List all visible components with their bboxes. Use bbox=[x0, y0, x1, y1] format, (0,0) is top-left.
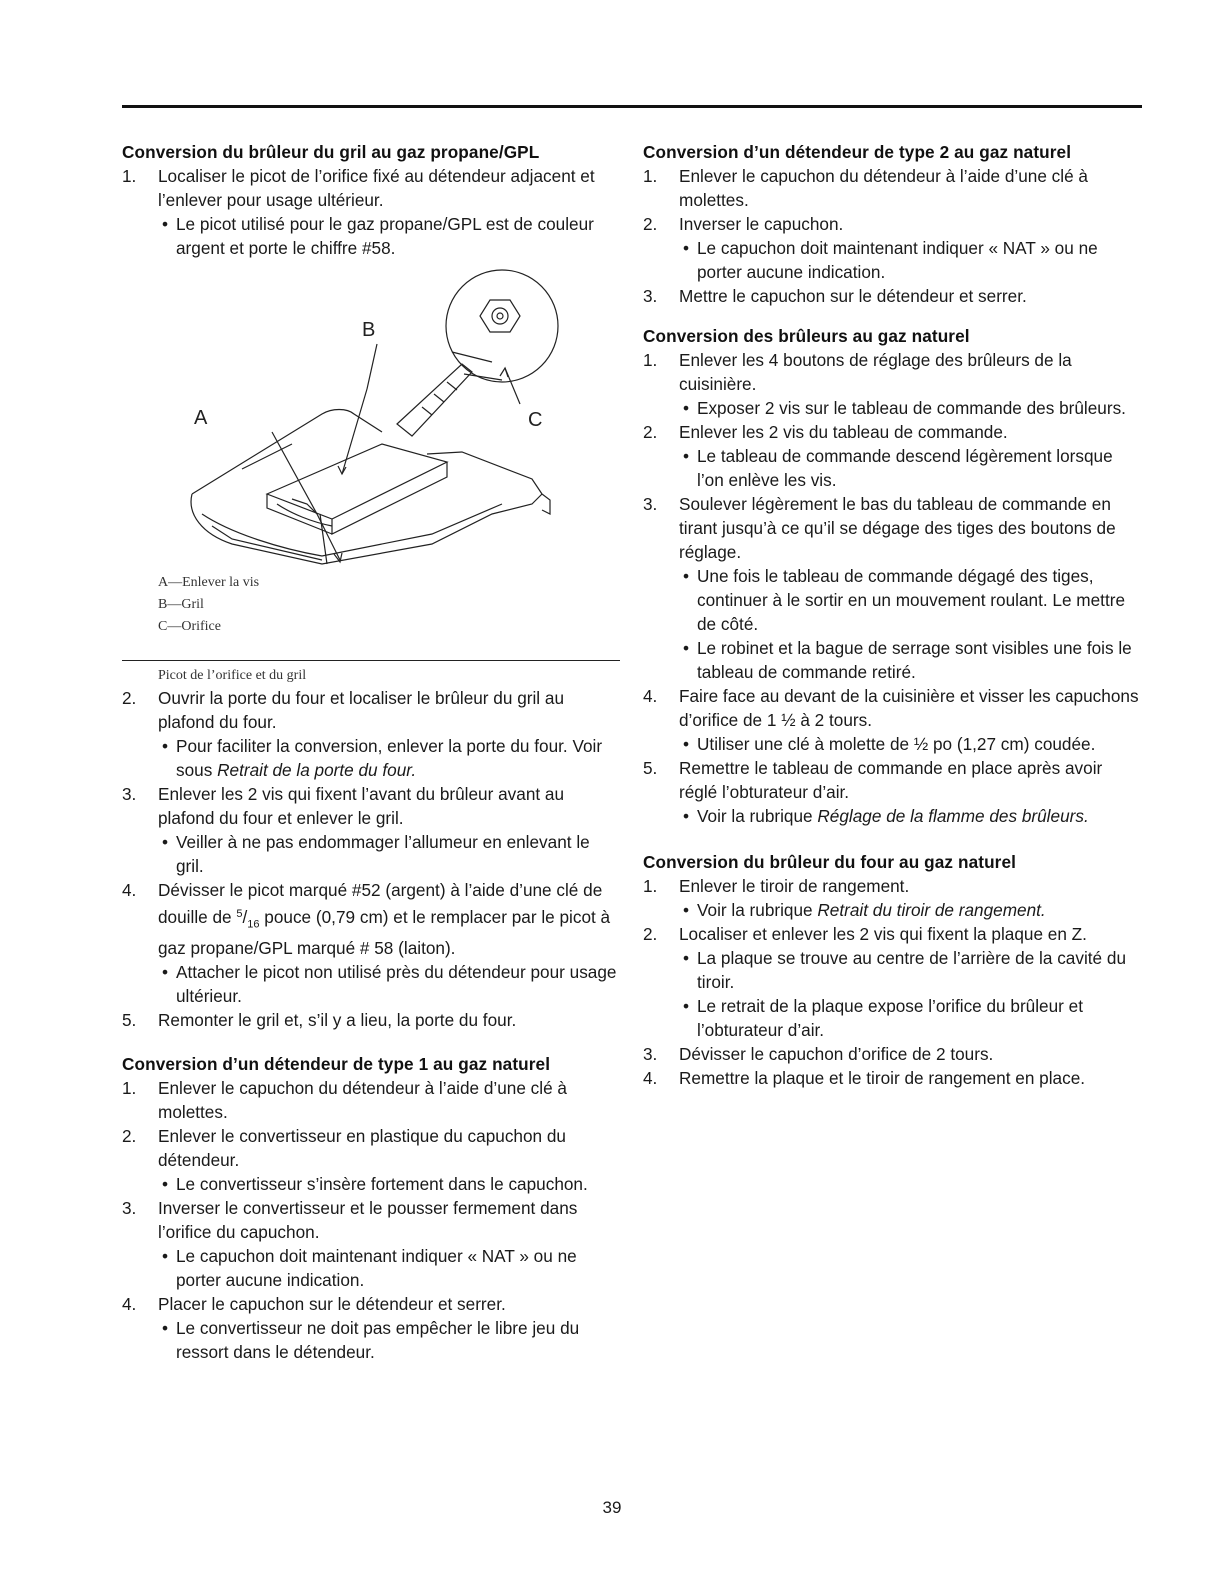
label-b: B bbox=[362, 319, 376, 341]
orifice-hex bbox=[480, 300, 520, 332]
step-1: 1. Enlever le capuchon du détendeur à l’aide d’une clé à molettes. bbox=[122, 1078, 567, 1123]
bullet: • Attacher le picot non utilisé près du détendeur pour usage ultérieur. bbox=[162, 962, 617, 1007]
bullet: • La plaque se trouve au centre de l’arrière de la cavité du tiroir. bbox=[683, 948, 1126, 992]
bullet: • Le convertisseur ne doit pas empêcher le libre jeu du ressort dans le détendeur. bbox=[162, 1318, 580, 1363]
step-4: 4. Dévisser le picot marqué #52 (argent) à l’aide d’une clé de douille de $^5/_{16}$ pouce (0,79 cm) et le remplacer par le picot à gaz propane/GPL marqué # 58 (laiton). bbox=[122, 880, 611, 959]
bullet: • Le retrait de la plaque expose l’orifice du brûleur et l’obturateur d’air. bbox=[683, 996, 1083, 1040]
step-2: 2. Ouvrir la porte du four et localiser le brûleur du gril au plafond du four. bbox=[122, 688, 565, 732]
step-2: 2. Localiser et enlever les 2 vis qui fixent la plaque en Z. bbox=[643, 924, 1087, 944]
label-c: C bbox=[528, 409, 543, 431]
step-4: 4. Remettre la plaque et le tiroir de rangement en place. bbox=[643, 1068, 1086, 1088]
section-title: Conversion d’un détendeur de type 1 au gaz naturel bbox=[122, 1054, 551, 1075]
step-2: 2. Inverser le capuchon. bbox=[643, 214, 844, 234]
section-title: Conversion du brûleur du gril au gaz propane/GPL bbox=[122, 142, 540, 162]
step-3: 3. Mettre le capuchon sur le détendeur et serrer. bbox=[643, 286, 1027, 306]
step-3: 3. Inverser le convertisseur et le pousser fermement dans l’orifice du capuchon. bbox=[122, 1198, 578, 1243]
bullet: • Voir la rubrique Retrait du tiroir de rangement. bbox=[683, 900, 1046, 920]
section-title: Conversion des brûleurs au gaz naturel bbox=[643, 326, 970, 346]
step-4: 4. Faire face au devant de la cuisinière et visser les capuchons d’orifice de 1 ½ à 2 tours. bbox=[643, 686, 1139, 730]
bullet: • Pour faciliter la conversion, enlever la porte du four. Voir sous Retrait de la porte du four. bbox=[162, 736, 603, 780]
section-bruleur-four bbox=[643, 850, 1143, 1090]
section-bruleurs-gaz-naturel bbox=[643, 324, 1143, 828]
step-3: 3. Enlever les 2 vis qui fixent l’avant du brûleur avant au plafond du four et enlever le gril. bbox=[122, 784, 565, 828]
right-column bbox=[643, 140, 1143, 1102]
bullet: • Le tableau de commande descend légèrement lorsque l’on enlève les vis. bbox=[683, 446, 1113, 490]
step-1: 1. Enlever le tiroir de rangement. bbox=[643, 876, 910, 896]
bullet: • Exposer 2 vis sur le tableau de commande des brûleurs. bbox=[683, 398, 1126, 418]
broil-burner-illustration bbox=[172, 264, 612, 574]
bullet: • Le picot utilisé pour le gaz propane/GPL est de couleur argent et porte le chiffre #58. bbox=[162, 214, 594, 258]
step-5: 5. Remettre le tableau de commande en place après avoir réglé l’obturateur d’air. bbox=[643, 758, 1103, 802]
section-detendeur-type-2 bbox=[643, 140, 1143, 308]
section-title: Conversion du brûleur du four au gaz naturel bbox=[643, 852, 1016, 872]
step-1: 1. Enlever les 4 boutons de réglage des brûleurs de la cuisinière. bbox=[643, 350, 1072, 394]
figure-caption: Picot de l’orifice et du gril bbox=[158, 668, 307, 683]
step-3: 3. Dévisser le capuchon d’orifice de 2 tours. bbox=[643, 1044, 994, 1064]
section-detendeur-type-1 bbox=[122, 1052, 620, 1364]
bullet: • Le convertisseur s’insère fortement dans le capuchon. bbox=[162, 1174, 588, 1195]
section-gril-propane bbox=[122, 140, 620, 1032]
label-a: A bbox=[194, 407, 208, 429]
figure-legend: A—Enlever la vis B—Gril C—Orifice bbox=[158, 575, 260, 634]
top-rule bbox=[122, 105, 1142, 108]
bullet: • Le capuchon doit maintenant indiquer « NAT » ou ne porter aucune indication. bbox=[683, 238, 1098, 282]
step-2: 2. Enlever les 2 vis du tableau de commande. bbox=[643, 422, 1008, 442]
step-4: 4. Placer le capuchon sur le détendeur et serrer. bbox=[122, 1294, 506, 1315]
page-number: 39 bbox=[602, 1498, 622, 1517]
bullet: • Le robinet et la bague de serrage sont visibles une fois le tableau de commande retiré. bbox=[683, 638, 1132, 682]
section-title: Conversion d’un détendeur de type 2 au gaz naturel bbox=[643, 142, 1072, 162]
left-column bbox=[122, 140, 620, 1376]
step-1: 1. Enlever le capuchon du détendeur à l’aide d’une clé à molettes. bbox=[643, 166, 1088, 210]
step-5: 5. Remonter le gril et, s’il y a lieu, la porte du four. bbox=[122, 1010, 517, 1031]
bullet: • Voir la rubrique Réglage de la flamme des brûleurs. bbox=[683, 806, 1089, 826]
bullet: • Une fois le tableau de commande dégagé des tiges, continuer à le sortir en un mouvement roulant. Le mettre de côté. bbox=[683, 566, 1126, 634]
figure-orifice-gril bbox=[122, 264, 620, 683]
bullet: • Veiller à ne pas endommager l’allumeur en enlevant le gril. bbox=[162, 832, 590, 876]
step-2: 2. Enlever le convertisseur en plastique du capuchon du détendeur. bbox=[122, 1126, 566, 1171]
step-1: 1. Localiser le picot de l’orifice fixé au détendeur adjacent et l’enlever pour usage ultérieur. bbox=[122, 166, 595, 210]
bullet: • Utiliser une clé à molette de ½ po (1,27 cm) coudée. bbox=[683, 734, 1096, 754]
figure-rule bbox=[122, 660, 620, 661]
bullet: • Le capuchon doit maintenant indiquer « NAT » ou ne porter aucune indication. bbox=[162, 1246, 577, 1291]
step-3: 3. Soulever légèrement le bas du tableau de commande en tirant jusqu’à ce qu’il se dégage des tiges des boutons de réglage. bbox=[643, 494, 1116, 562]
